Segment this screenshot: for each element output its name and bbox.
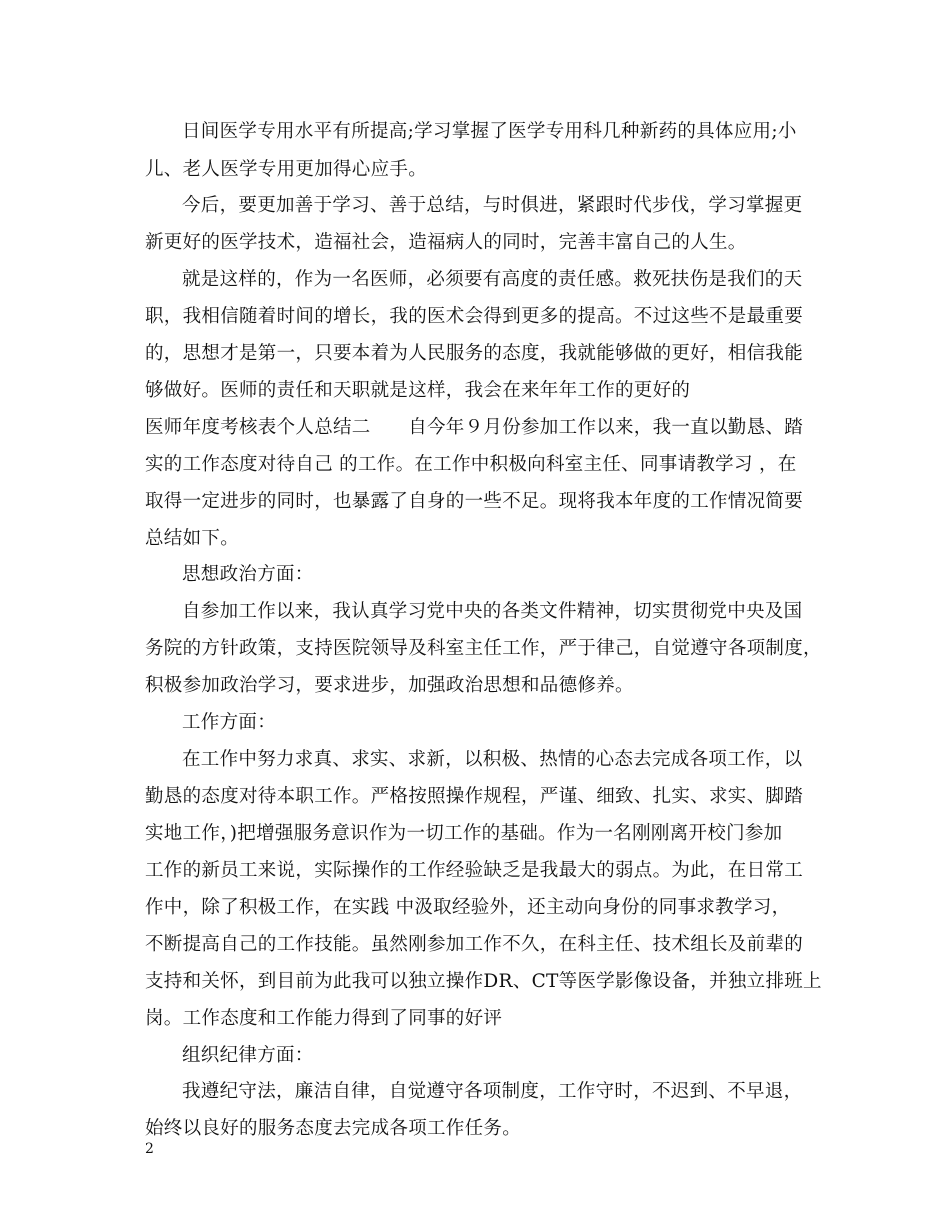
text-line: 在工作中努力求真、求实、求新，以积极、热情的心态去完成各项工作，以 [182, 749, 803, 770]
text-line: 新更好的医学技术，造福社会，造福病人的同时，完善丰富自己的人生。 [145, 232, 747, 253]
text-line: 岗。工作态度和工作能力得到了同事的好评 [145, 1008, 503, 1029]
text-line: 总结如下。 [145, 528, 240, 549]
text-line: 的，思想才是第一，只要本着为人民服务的态度，我就能够做的更好，相信我能 [145, 343, 804, 364]
text-line: 工作的新员工来说，实际操作的工作经验缺乏是我最大的弱点。为此，在日常工 [145, 860, 804, 881]
text-line: 自参加工作以来，我认真学习党中央的各类文件精神，切实贯彻党中央及国 [182, 601, 803, 622]
text-line: 儿、老人医学专用更加得心应手。 [145, 159, 428, 180]
text-line: 作中，除了积极工作，在实践 中汲取经验外，还主动向身份的同事求教学习， [145, 897, 791, 918]
section-heading: 工作方面： [182, 712, 277, 733]
text-line: 够做好。医师的责任和天职就是这样，我会在来年年工作的更好的 [145, 380, 691, 401]
page-number: 2 [145, 1141, 154, 1157]
text-line: 我遵纪守法，廉洁自律，自觉遵守各项制度，工作守时，不迟到、不早退， [182, 1081, 803, 1102]
section-heading: 组织纪律方面： [182, 1045, 314, 1066]
text-line: 取得一定进步的同时，也暴露了自身的一些不足。现将我本年度的工作情况简要 [145, 491, 804, 512]
text-line: 医师年度考核表个人总结二 自今年９月份参加工作以来，我一直以勤恳、踏 [145, 417, 804, 438]
text-line: 支持和关怀，到目前为此我可以独立操作DR、CT等医学影像设备，并独立排班上 [145, 971, 822, 992]
text-line: 就是这样的，作为一名医师，必须要有高度的责任感。救死扶伤是我们的天 [182, 269, 803, 290]
section-heading: 思想政治方面： [182, 564, 314, 585]
text-line: 今后，要更加善于学习、善于总结，与时俱进，紧跟时代步伐，学习掌握更 [182, 195, 803, 216]
text-line: 不断提高自己的工作技能。虽然刚参加工作不久，在科主任、技术组长及前辈的 [145, 934, 804, 955]
text-line: 日间医学专用水平有所提高;学习掌握了医学专用科几种新药的具体应用;小 [182, 121, 797, 142]
text-line: 积极参加政治学习，要求进步，加强政治思想和品德修养。 [145, 675, 634, 696]
text-line: 务院的方针政策，支持医院领导及科室主任工作，严于律己，自觉遵守各项制度， [145, 638, 822, 659]
text-line: 勤恳的态度对待本职工作。严格按照操作规程，严谨、细致、扎实、求实、脚踏 [145, 786, 804, 807]
text-line: 职，我相信随着时间的增长，我的医术会得到更多的提高。不过这些不是最重要 [145, 306, 804, 327]
text-line: 实地工作，)把增强服务意识作为一切工作的基础。作为一名刚刚离开校门参加 [145, 823, 783, 844]
text-line: 始终以良好的服务态度去完成各项工作任务。 [145, 1118, 522, 1139]
text-line: 实的工作态度对待自己 的工作。在工作中积极向科室主任、同事请教学习 ，在 [145, 454, 797, 475]
